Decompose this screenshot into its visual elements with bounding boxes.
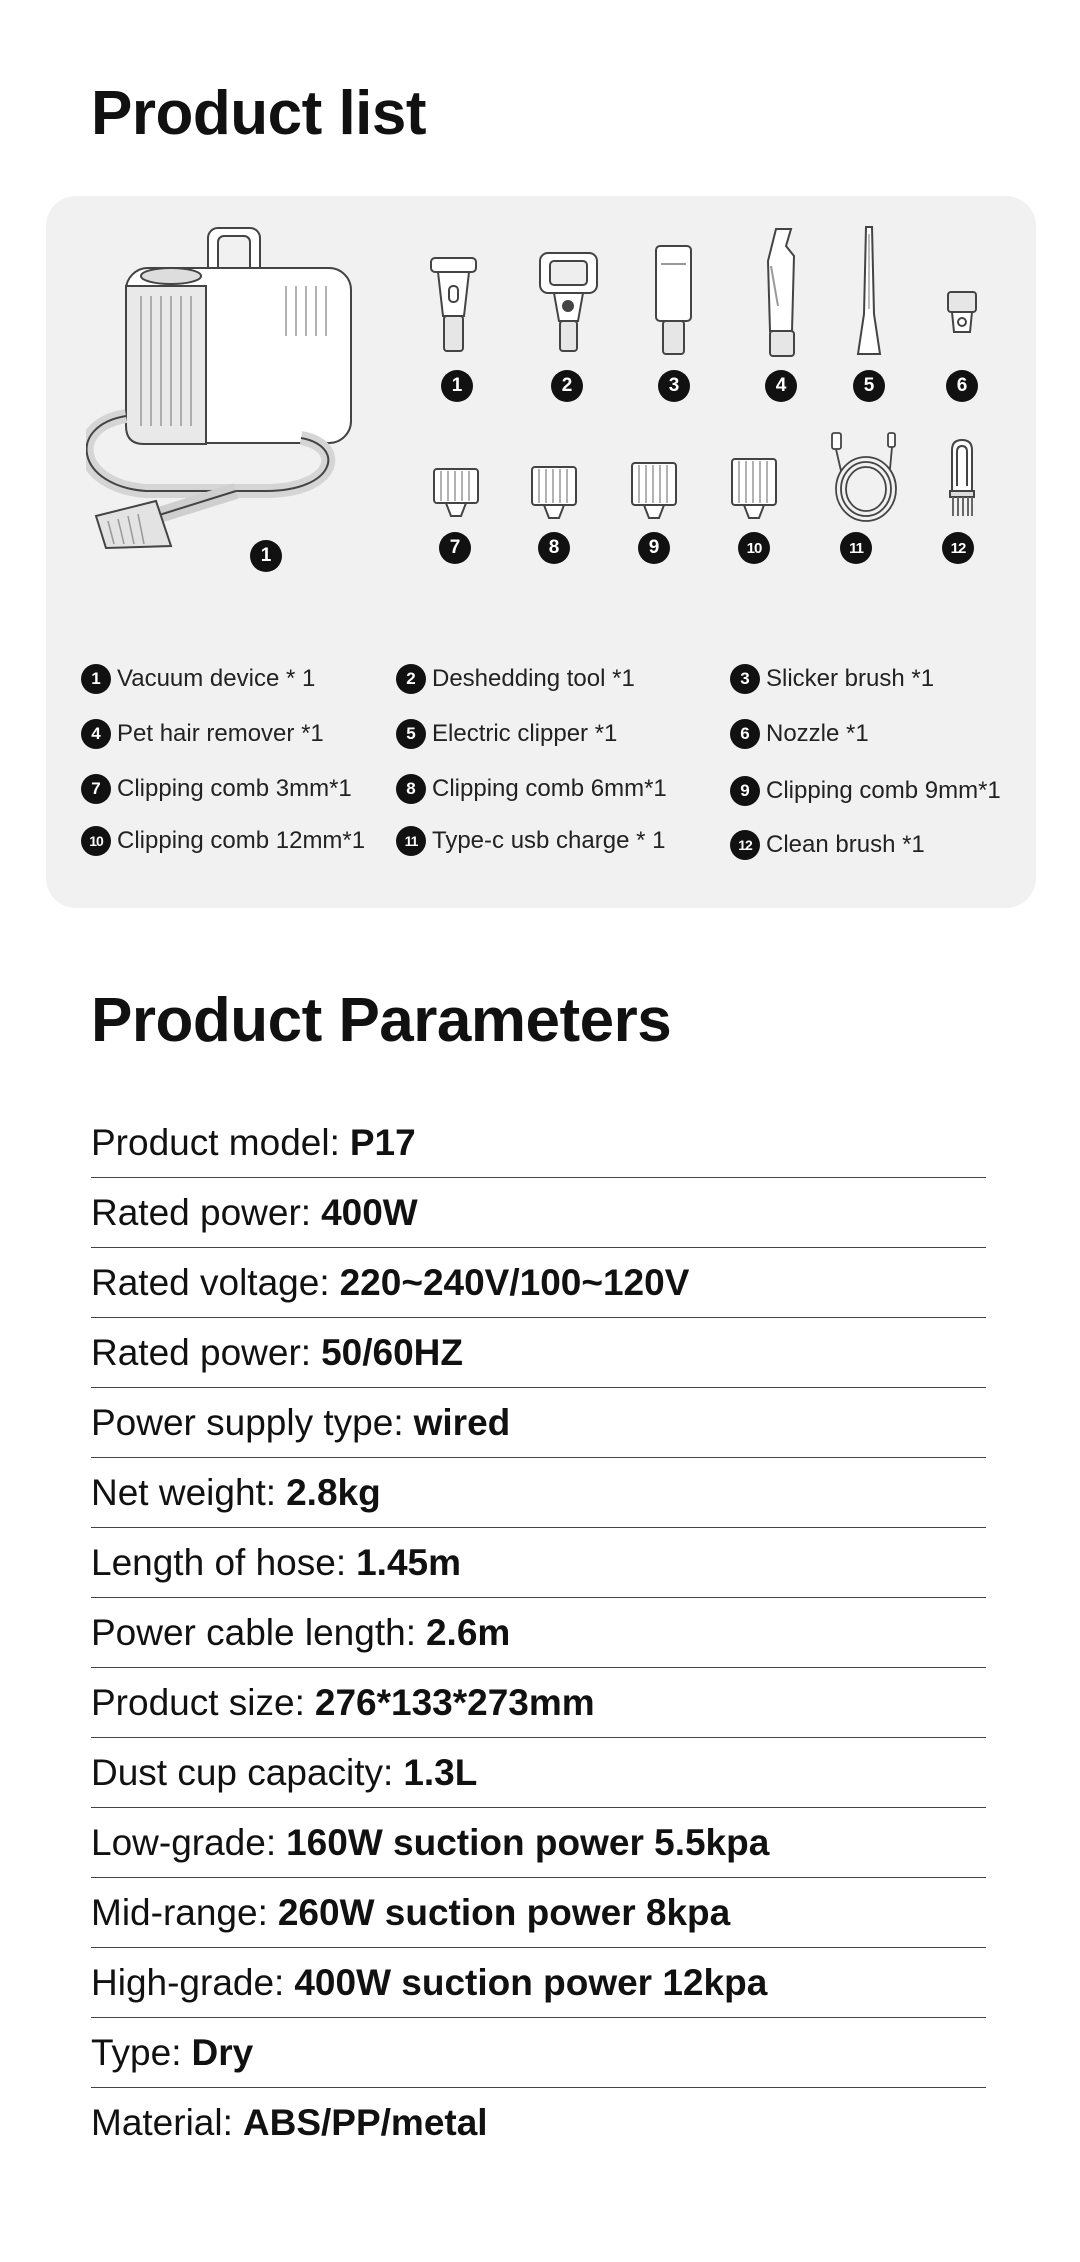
param-label: Low-grade:	[91, 1821, 277, 1863]
legend-badge: 4	[81, 719, 111, 749]
param-value: wired	[413, 1401, 511, 1443]
param-label: Length of hose:	[91, 1541, 347, 1583]
usb-cable-icon	[826, 431, 906, 526]
table-row	[91, 1178, 986, 1248]
item-badge-3: 3	[658, 370, 690, 402]
item-badge-9: 9	[638, 532, 670, 564]
param-value: Dry	[191, 2031, 254, 2073]
table-row	[91, 1738, 986, 1808]
legend-item	[730, 719, 869, 749]
legend-item	[396, 826, 665, 856]
param-value: P17	[349, 1121, 416, 1163]
legend-item	[81, 719, 324, 749]
table-row	[91, 1948, 986, 2018]
legend-label: Electric clipper *1	[432, 720, 618, 747]
legend-item	[396, 664, 635, 694]
clipping-comb-6mm-icon	[529, 464, 579, 522]
legend-label: Slicker brush *1	[766, 665, 935, 692]
legend-badge: 7	[81, 774, 111, 804]
param-value: 276*133*273mm	[314, 1681, 595, 1723]
param-value: 1.3L	[403, 1751, 478, 1793]
legend-item	[396, 719, 617, 749]
parameters-table	[91, 1108, 986, 2158]
pet-hair-remover-icon	[756, 226, 806, 361]
clipping-comb-12mm-icon	[729, 456, 779, 522]
legend-item	[730, 776, 1001, 806]
param-label: Dust cup capacity:	[91, 1751, 394, 1793]
legend-badge: 12	[730, 830, 760, 860]
legend-item	[730, 830, 925, 860]
nozzle-icon	[944, 288, 980, 338]
param-label: Rated power:	[91, 1191, 312, 1233]
legend-item	[81, 664, 315, 694]
table-row	[91, 1668, 986, 1738]
legend-label: Clipping comb 6mm*1	[432, 775, 667, 802]
item-badge-4: 4	[765, 370, 797, 402]
vacuum-head-icon	[426, 256, 481, 356]
item-badge-8: 8	[538, 532, 570, 564]
legend-item	[81, 774, 352, 804]
param-value: 260W suction power 8kpa	[277, 1891, 731, 1933]
item-badge-1: 1	[441, 370, 473, 402]
param-label: Material:	[91, 2102, 233, 2143]
table-row	[91, 1528, 986, 1598]
param-label: Net weight:	[91, 1471, 277, 1513]
table-row	[91, 2018, 986, 2088]
product-list-title: Product list	[91, 79, 427, 148]
item-badge-7: 7	[439, 532, 471, 564]
legend-badge: 8	[396, 774, 426, 804]
param-value: 220~240V/100~120V	[339, 1261, 690, 1303]
param-label: Rated voltage:	[91, 1261, 330, 1303]
table-row	[91, 1318, 986, 1388]
table-row	[91, 1388, 986, 1458]
table-row	[91, 1248, 986, 1318]
item-badge-2: 2	[551, 370, 583, 402]
legend-badge: 11	[396, 826, 426, 856]
param-value: 1.45m	[356, 1541, 462, 1583]
legend-label: Deshedding tool *1	[432, 665, 635, 692]
legend-badge: 3	[730, 664, 760, 694]
vacuum-device-illustration	[86, 226, 386, 556]
legend-badge: 9	[730, 776, 760, 806]
item-badge-12: 12	[942, 532, 974, 564]
param-label: Power cable length:	[91, 1611, 416, 1653]
table-row	[91, 1108, 986, 1178]
param-value: 2.6m	[425, 1611, 511, 1653]
deshedding-tool-icon	[536, 251, 601, 356]
item-badge-10: 10	[738, 532, 770, 564]
legend-badge: 5	[396, 719, 426, 749]
clean-brush-icon	[944, 436, 980, 521]
param-value: 50/60HZ	[321, 1331, 463, 1373]
param-label: Power supply type:	[91, 1401, 404, 1443]
param-value: 400W	[321, 1191, 418, 1233]
legend-label: Clipping comb 12mm*1	[117, 827, 366, 854]
legend-item	[396, 774, 667, 804]
table-row	[91, 1878, 986, 1948]
table-row	[91, 1458, 986, 1528]
slicker-brush-icon	[651, 244, 696, 359]
legend-badge: 6	[730, 719, 760, 749]
param-label: Product size:	[91, 1681, 305, 1723]
item-badge-6: 6	[946, 370, 978, 402]
param-value: ABS/PP/metal	[242, 2102, 488, 2143]
legend-item	[730, 664, 934, 694]
legend-label: Type-c usb charge * 1	[432, 827, 666, 854]
legend-label: Clipping comb 3mm*1	[117, 775, 352, 802]
legend-label: Clean brush *1	[766, 831, 925, 858]
param-label: Product model:	[91, 1121, 340, 1163]
product-list-panel	[46, 196, 1036, 908]
product-parameters-title: Product Parameters	[91, 986, 672, 1055]
table-row	[91, 1808, 986, 1878]
legend-item	[81, 826, 365, 856]
param-value: 160W suction power 5.5kpa	[286, 1821, 770, 1863]
legend-badge: 2	[396, 664, 426, 694]
legend-badge: 10	[81, 826, 111, 856]
clipping-comb-9mm-icon	[629, 460, 679, 522]
legend-label: Clipping comb 9mm*1	[766, 777, 1001, 804]
legend-label: Nozzle *1	[766, 720, 869, 747]
legend-label: Vacuum device * 1	[117, 665, 316, 692]
main-item-badge: 1	[250, 540, 282, 572]
item-badge-11: 11	[840, 532, 872, 564]
param-value: 2.8kg	[286, 1471, 381, 1513]
clipping-comb-3mm-icon	[431, 466, 481, 521]
param-label: Type:	[91, 2031, 182, 2073]
item-badge-5: 5	[853, 370, 885, 402]
param-label: Mid-range:	[91, 1891, 268, 1933]
table-row	[91, 1598, 986, 1668]
electric-clipper-icon	[854, 224, 884, 359]
param-label: Rated power:	[91, 1331, 312, 1373]
param-value: 400W suction power 12kpa	[294, 1961, 768, 2003]
legend-badge: 1	[81, 664, 111, 694]
table-row	[91, 2088, 986, 2158]
param-label: High-grade:	[91, 1961, 285, 2003]
legend-label: Pet hair remover *1	[117, 720, 324, 747]
